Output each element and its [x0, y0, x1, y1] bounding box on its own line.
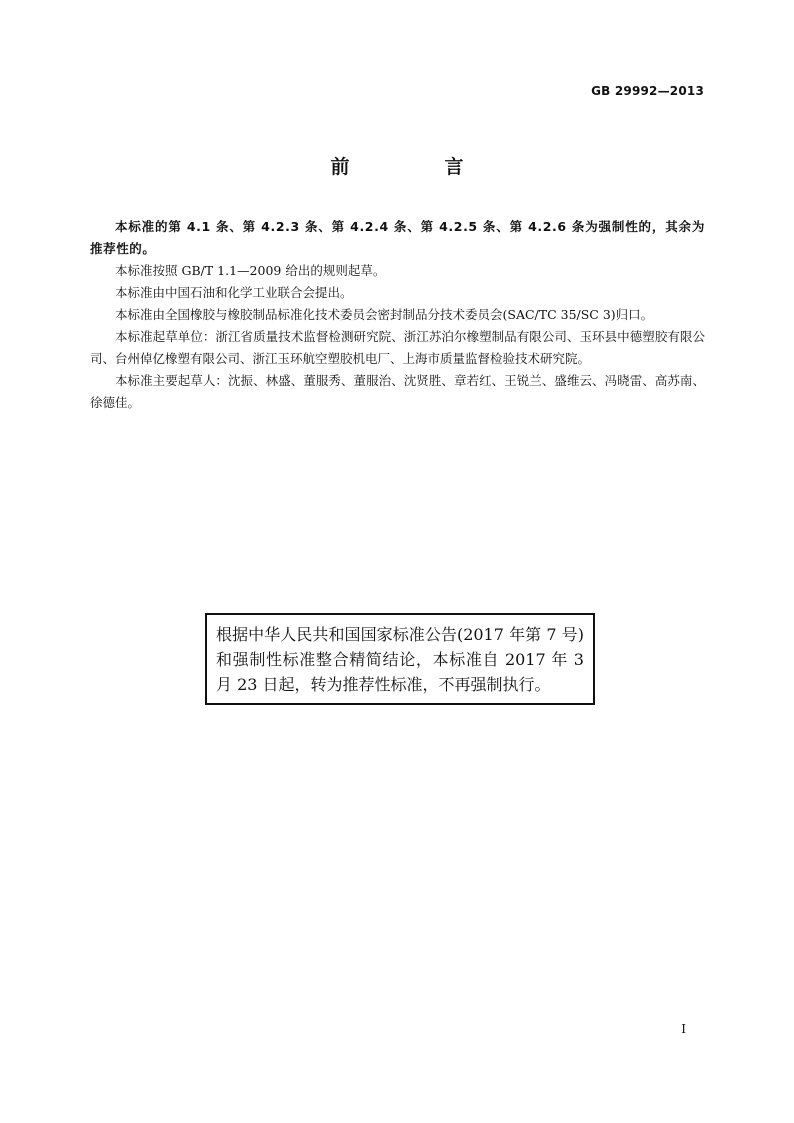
conversion-notice-box: 根据中华人民共和国国家标准公告(2017 年第 7 号)和强制性标准整合精简结论，本标准自 2017 年 3 月 23 日起，转为推荐性标准，不再强制执行。: [205, 613, 595, 705]
page-title: 前 言: [330, 156, 502, 178]
paragraph-drafters: 本标准主要起草人：沈振、林盛、董服秀、董服治、沈贤胜、章若红、王锐兰、盛维云、冯晓雷、高苏南、徐德佳。: [90, 373, 705, 410]
foreword-body: [90, 216, 705, 414]
paragraph-drafting-rules: 本标准按照 GB/T 1.1—2009 给出的规则起草。: [115, 263, 386, 278]
standard-code: GB 29992—2013: [591, 84, 704, 98]
paragraph-drafting-units: 本标准起草单位：浙江省质量技术监督检测研究院、浙江苏泊尔橡塑制品有限公司、玉环县中德塑胶有限公司、台州倬亿橡塑有限公司、浙江玉环航空塑胶机电厂、上海市质量监督检验技术研究院。: [90, 329, 705, 366]
paragraph-proposer: 本标准由中国石油和化学工业联合会提出。: [115, 285, 353, 300]
paragraph-technical-committee: 本标准由全国橡胶与橡胶制品标准化技术委员会密封制品分技术委员会(SAC/TC 35/SC 3)归口。: [115, 307, 654, 322]
paragraph-mandatory-clauses: 本标准的第 4.1 条、第 4.2.3 条、第 4.2.4 条、第 4.2.5 条、第 4.2.6 条为强制性的，其余为推荐性的。: [90, 219, 705, 256]
page-number: I: [681, 1022, 686, 1036]
